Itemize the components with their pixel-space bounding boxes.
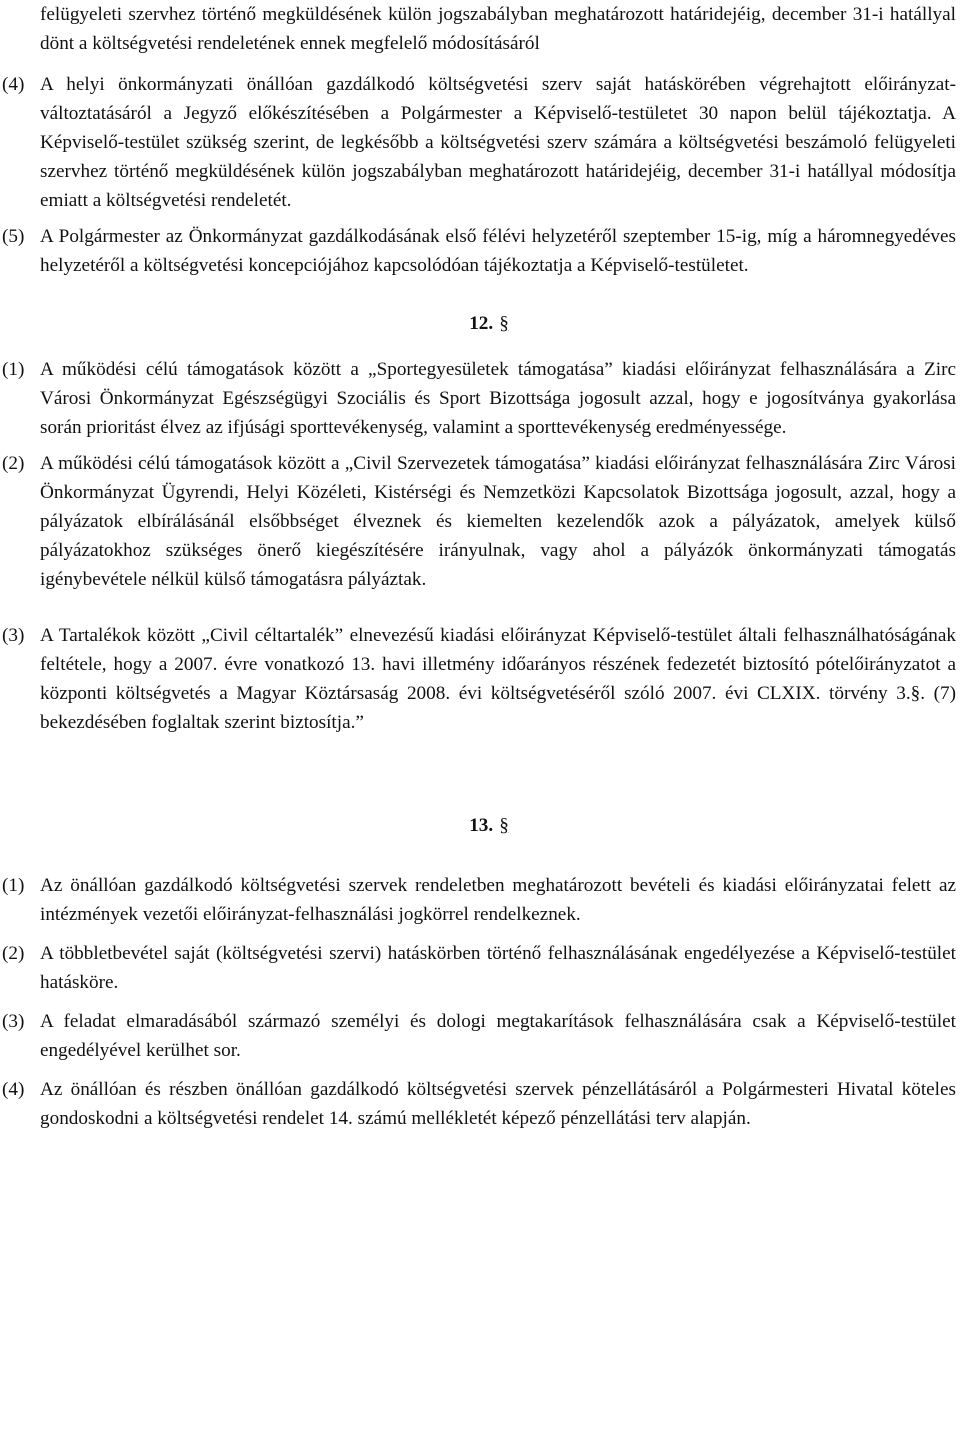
- intro-fragment: [2, 0, 956, 58]
- paragraph-text: A feladat elmaradásából származó személyi és dologi megtakarítások felhasználására csak a Képviselő-testület engedélyével kerülhet sor.: [40, 1011, 956, 1061]
- paragraph-text: A működési célú támogatások között a „Civil Szervezetek támogatása” kiadási előirányzat felhasználására Zirc Városi Önkormányzat Ügyrendi, Helyi Közéleti, Kistérségi és Nemzetközi Kapcsolatok Bizottsága jogosult, azzal, hogy a pályázatok elbírálásánál elsőbbséget élveznek és kiemelten kezelendők azok a pályázatok, amelyek külső pályázatokhoz szükséges önerő kiegészítésére irányulnak, vagy ahol a pályázók önkormányzati támogatás igénybevétele nélkül külső támogatásra pályáztak.: [40, 453, 956, 590]
- paragraph-text: A helyi önkormányzati önállóan gazdálkodó költségvetési szerv saját hatáskörében végrehajtott előirányzat-változtatásáról a Jegyző előkészítésében a Polgármester a Képviselő-testületet 30 napon belül tájékoztatja. A Képviselő-testület szükség szerint, de legkésőbb a költségvetési szerv számára a költségvetési beszámoló felügyeleti szervhez történő megküldésének külön jogszabályban meghatározott határidejéig, december 31-i hatállyal módosítja emiatt a költségvetési rendeletét.: [40, 74, 956, 211]
- paragraph-11-4: [2, 70, 956, 215]
- section-heading-13: [2, 811, 956, 840]
- section-number: 13.: [469, 815, 494, 836]
- paragraph-number: (3): [2, 625, 25, 646]
- paragraph-12-2: [2, 449, 956, 594]
- paragraph-number: (1): [2, 875, 25, 896]
- paragraph-text: A működési célú támogatások között a „Sportegyesületek támogatása” kiadási előirányzat felhasználására a Zirc Városi Önkormányzat Egészségügyi Szociális és Sport Bizottsága jogosult azzal, hogy e jogosítványa gyakorlása során prioritást élvez az ifjúsági sporttevékenység, valamint a sporttevékenység eredményessége.: [40, 359, 956, 438]
- paragraph-text: Az önállóan gazdálkodó költségvetési szervek rendeletben meghatározott bevételi és kiadási előirányzatai felett az intézmények vezetői előirányzat-felhasználási jogkörrel rendelkeznek.: [40, 875, 956, 925]
- paragraph-13-2: [2, 939, 956, 997]
- paragraph-text: Az önállóan és részben önállóan gazdálkodó költségvetési szervek pénzellátásáról a Polgármesteri Hivatal köteles gondoskodni a költségvetési rendelet 14. számú mellékletét képező pénzellátási terv alapján.: [40, 1079, 956, 1129]
- paragraph-number: (4): [2, 74, 25, 95]
- paragraph-11-5: [2, 222, 956, 280]
- paragraph-text: A többletbevétel saját (költségvetési szervi) hatáskörben történő felhasználásának engedélyezése a Képviselő-testület hatásköre.: [40, 943, 956, 993]
- paragraph-12-3: [2, 621, 956, 737]
- paragraph-text: A Tartalékok között „Civil céltartalék” elnevezésű kiadási előirányzat Képviselő-testület általi felhasználhatóságának feltétele, hogy a 2007. évre vonatkozó 13. havi illetmény időarányos részének fedezetét biztosító pótelőirányzatot a központi költségvetés a Magyar Köztársaság 2008. évi költségvetéséről szóló 2007. évi CLXIX. törvény 3.§. (7) bekezdésében foglaltak szerint biztosítja.”: [40, 625, 956, 733]
- paragraph-number: (3): [2, 1011, 25, 1032]
- section-sign: §: [499, 815, 509, 836]
- paragraph-13-3: [2, 1007, 956, 1065]
- paragraph-number: (5): [2, 226, 25, 247]
- paragraph-number: (1): [2, 359, 25, 380]
- paragraph-number: (4): [2, 1079, 25, 1100]
- paragraph-text: A Polgármester az Önkormányzat gazdálkodásának első félévi helyzetéről szeptember 15-ig, míg a háromnegyedéves helyzetéről a költségvetési koncepciójához kapcsolódóan tájékoztatja a Képviselő-testületet.: [40, 226, 956, 276]
- intro-text: felügyeleti szervhez történő megküldésének külön jogszabályban meghatározott határidejéig, december 31-i hatállyal dönt a költségvetési rendeletének ennek megfelelő módosításáról: [40, 4, 956, 54]
- paragraph-number: (2): [2, 453, 25, 474]
- paragraph-number: (2): [2, 943, 25, 964]
- section-heading-12: [2, 309, 956, 338]
- paragraph-13-1: [2, 871, 956, 929]
- section-number: 12.: [469, 313, 494, 334]
- paragraph-13-4: [2, 1075, 956, 1133]
- paragraph-12-1: [2, 355, 956, 442]
- section-sign: §: [499, 313, 509, 334]
